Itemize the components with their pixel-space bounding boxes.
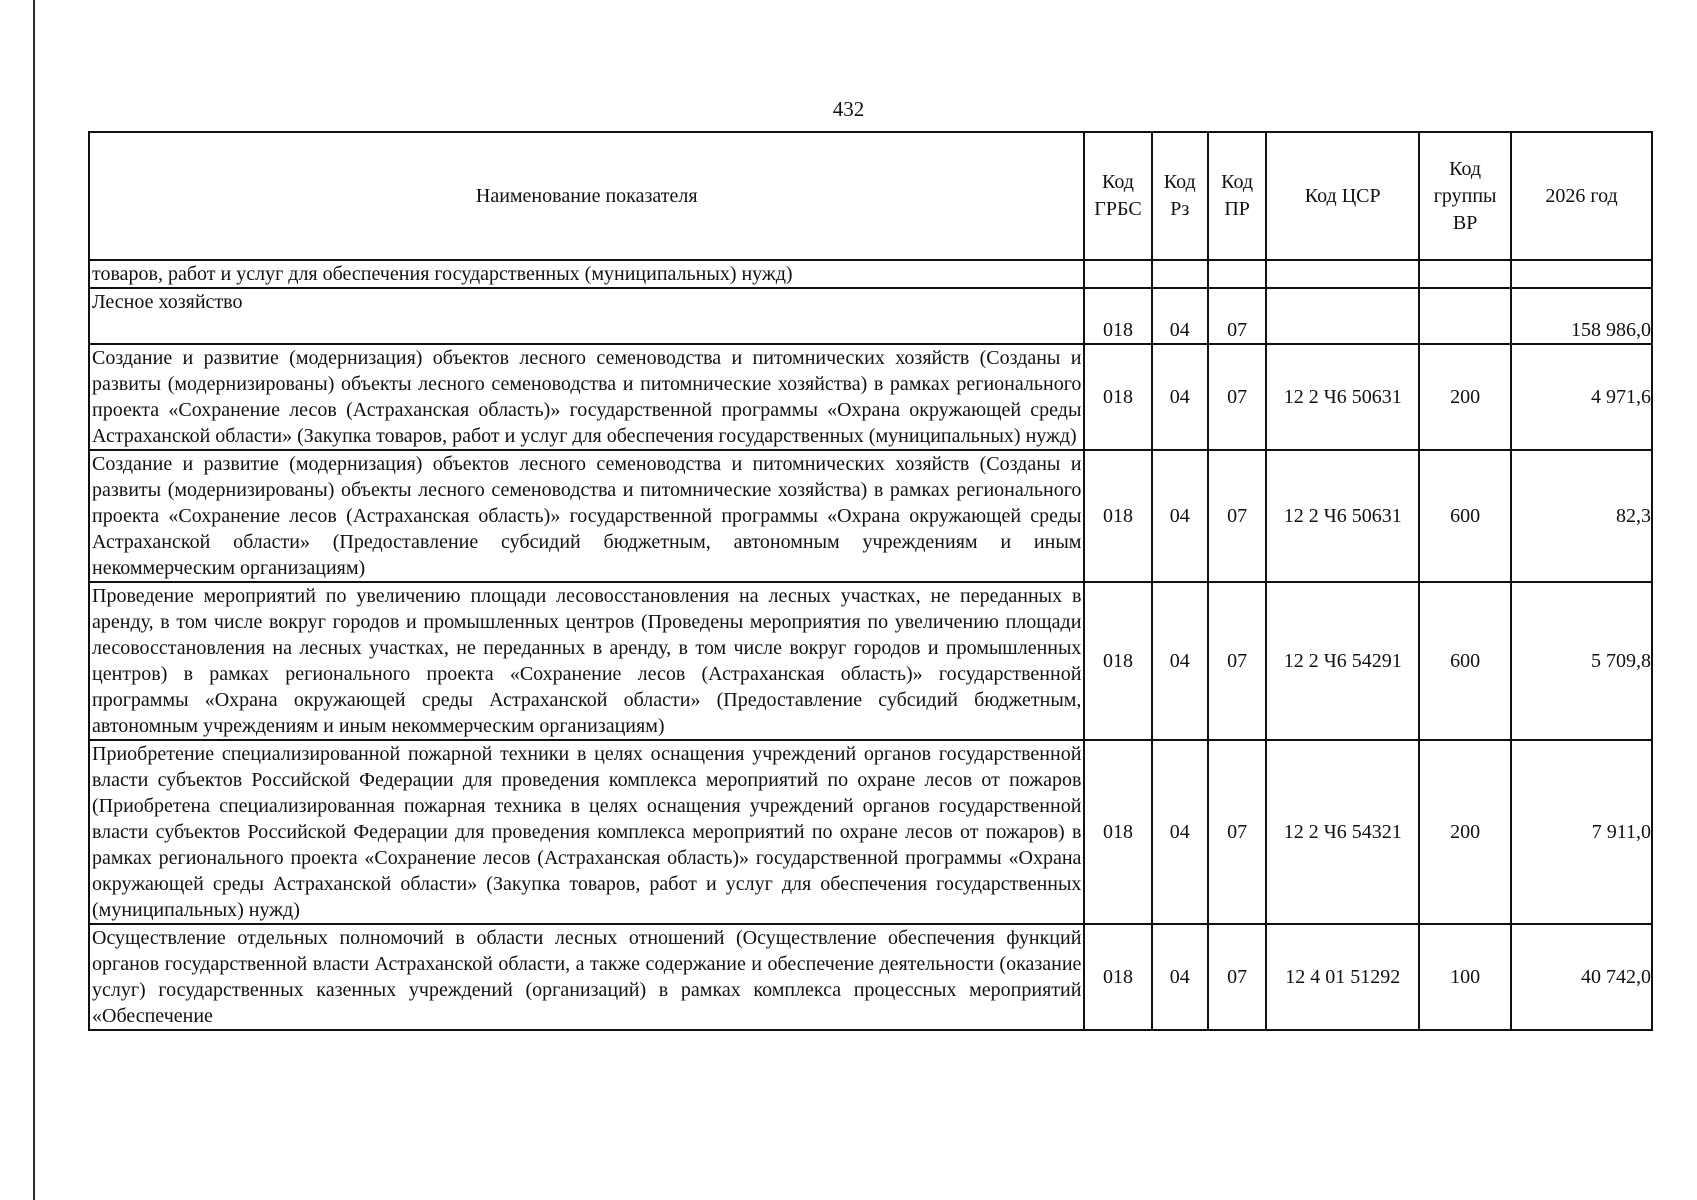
row-grbs: 018: [1084, 344, 1151, 450]
row-vr: 200: [1419, 740, 1511, 924]
row-rz: 04: [1152, 582, 1208, 740]
section-row: [89, 288, 1652, 344]
row-amount: 82,3: [1511, 450, 1652, 582]
table-row: [89, 450, 1652, 582]
table-row: [89, 924, 1652, 1030]
row-pr: 07: [1208, 582, 1266, 740]
continuation-text: товаров, работ и услуг для обеспечения государственных (муниципальных) нужд): [89, 260, 1084, 288]
row-amount: 40 742,0: [1511, 924, 1652, 1030]
row-grbs: 018: [1084, 924, 1151, 1030]
row-name: Создание и развитие (модернизация) объектов лесного семеноводства и питомнических хозяйств (Созданы и развиты (модернизированы) объекты лесного семеноводства и питомнические хозяйства) в рамках регионального проекта «Сохранение лесов (Астраханская область)» государственной программы «Охрана окружающей среды Астраханской области» (Закупка товаров, работ и услуг для обеспечения государственных (муниципальных) нужд): [89, 344, 1084, 450]
row-pr: 07: [1208, 450, 1266, 582]
row-pr: 07: [1208, 740, 1266, 924]
row-csr: 12 4 01 51292: [1266, 924, 1419, 1030]
row-name: Создание и развитие (модернизация) объектов лесного семеноводства и питомнических хозяйств (Созданы и развиты (модернизированы) объекты лесного семеноводства и питомнические хозяйства) в рамках регионального проекта «Сохранение лесов (Астраханская область)» государственной программы «Охрана окружающей среды Астраханской области» (Предоставление субсидий бюджетным, автономным учреждениям и иным некоммерческим организациям): [89, 450, 1084, 582]
row-name: Проведение мероприятий по увеличению площади лесовосстановления на лесных участках, не переданных в аренду, в том числе вокруг городов и промышленных центров (Проведены мероприятия по увеличению площади лесовосстановления на лесных участках, не переданных в аренду, в том числе вокруг городов и промышленных центров) в рамках регионального проекта «Сохранение лесов (Астраханская область)» государственной программы «Охрана окружающей среды Астраханской области» (Предоставление субсидий бюджетным, автономным учреждениям и иным некоммерческим организациям): [89, 582, 1084, 740]
table-row: [89, 344, 1652, 450]
row-name: Осуществление отдельных полномочий в области лесных отношений (Осуществление обеспечения функций органов государственной власти Астраханской области, а также содержание и обеспечение деятельности (оказание услуг) государственных казенных учреждений (организаций) в рамках комплекса процессных мероприятий «Обеспечение: [89, 924, 1084, 1030]
row-rz: 04: [1152, 344, 1208, 450]
section-name: Лесное хозяйство: [89, 288, 1084, 344]
continuation-empty-cell: [1419, 260, 1511, 288]
budget-table: [88, 131, 1653, 1031]
section-pr: 07: [1208, 288, 1266, 344]
row-vr: 600: [1419, 582, 1511, 740]
continuation-empty-cell: [1208, 260, 1266, 288]
continuation-row: [89, 260, 1652, 288]
section-grbs: 018: [1084, 288, 1151, 344]
continuation-empty-cell: [1084, 260, 1151, 288]
row-pr: 07: [1208, 924, 1266, 1030]
row-rz: 04: [1152, 740, 1208, 924]
binding-margin-line: [33, 0, 35, 1200]
row-pr: 07: [1208, 344, 1266, 450]
row-vr: 600: [1419, 450, 1511, 582]
header-year: 2026 год: [1511, 132, 1652, 260]
row-amount: 5 709,8: [1511, 582, 1652, 740]
section-vr: [1419, 288, 1511, 344]
row-rz: 04: [1152, 450, 1208, 582]
section-csr: [1266, 288, 1419, 344]
row-csr: 12 2 Ч6 50631: [1266, 450, 1419, 582]
header-grbs: Код ГРБС: [1084, 132, 1151, 260]
page-number: 432: [832, 97, 865, 121]
row-csr: 12 2 Ч6 54321: [1266, 740, 1419, 924]
row-grbs: 018: [1084, 740, 1151, 924]
continuation-empty-cell: [1152, 260, 1208, 288]
row-grbs: 018: [1084, 582, 1151, 740]
row-vr: 100: [1419, 924, 1511, 1030]
continuation-empty-cell: [1266, 260, 1419, 288]
header-csr: Код ЦСР: [1266, 132, 1419, 260]
table-row: [89, 740, 1652, 924]
row-vr: 200: [1419, 344, 1511, 450]
header-row: [89, 132, 1652, 260]
row-amount: 4 971,6: [1511, 344, 1652, 450]
header-rz: Код Рз: [1152, 132, 1208, 260]
section-amount: 158 986,0: [1511, 288, 1652, 344]
header-name: Наименование показателя: [89, 132, 1084, 260]
header-vr: Код группы ВР: [1419, 132, 1511, 260]
row-grbs: 018: [1084, 450, 1151, 582]
section-rz: 04: [1152, 288, 1208, 344]
table-row: [89, 582, 1652, 740]
row-amount: 7 911,0: [1511, 740, 1652, 924]
continuation-empty-cell: [1511, 260, 1652, 288]
row-rz: 04: [1152, 924, 1208, 1030]
header-pr: Код ПР: [1208, 132, 1266, 260]
row-csr: 12 2 Ч6 50631: [1266, 344, 1419, 450]
row-name: Приобретение специализированной пожарной техники в целях оснащения учреждений органов государственной власти субъектов Российской Федерации для проведения комплекса мероприятий по охране лесов от пожаров (Приобретена специализированная пожарная техника в целях оснащения учреждений органов государственной власти субъектов Российской Федерации для проведения комплекса мероприятий по охране лесов от пожаров) в рамках регионального проекта «Сохранение лесов (Астраханская область)» государственной программы «Охрана окружающей среды Астраханской области» (Закупка товаров, работ и услуг для обеспечения государственных (муниципальных) нужд): [89, 740, 1084, 924]
row-csr: 12 2 Ч6 54291: [1266, 582, 1419, 740]
